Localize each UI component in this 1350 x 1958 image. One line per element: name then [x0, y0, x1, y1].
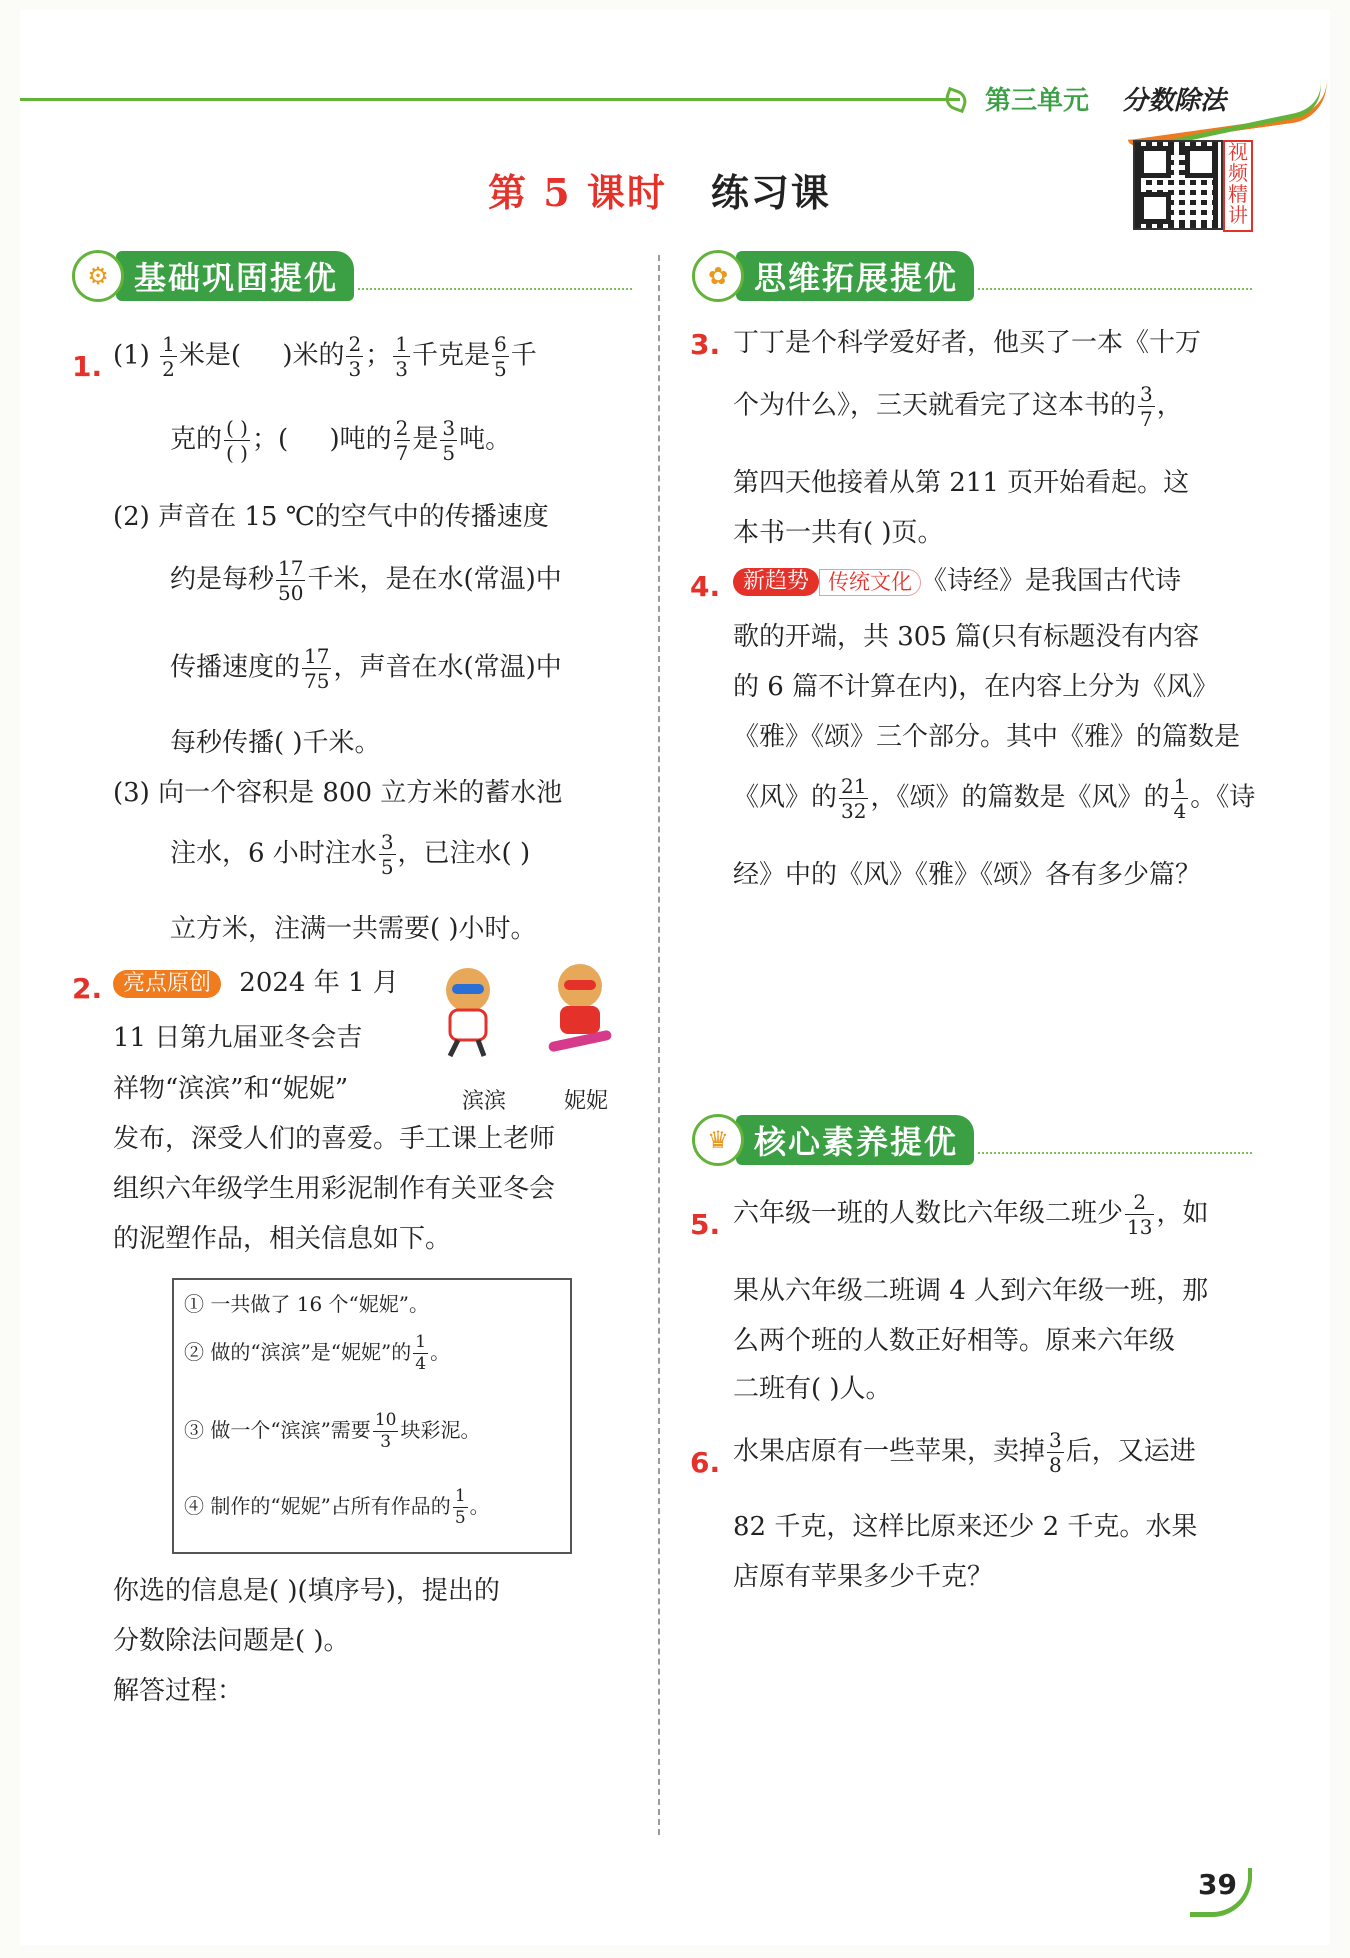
info-item-3 — [184, 1412, 480, 1451]
q2-line1 — [113, 970, 399, 998]
video-label: 视频精讲 — [1223, 140, 1253, 232]
question-number: 3. — [690, 328, 721, 361]
mascot-nini-image — [540, 958, 620, 1054]
denominator: 8 — [1049, 1453, 1062, 1477]
q2-line6: 的泥塑作品，相关信息如下。 — [113, 1224, 452, 1254]
section-basic — [72, 252, 632, 300]
denominator: 3 — [348, 357, 362, 381]
q4-line6: 经》中的《风》《雅》《颂》各有多少篇？ — [733, 860, 1202, 890]
numerator: 3 — [442, 416, 456, 440]
numerator: ( ) — [226, 416, 248, 440]
fraction — [492, 334, 509, 379]
numerator: 2 — [1125, 1192, 1154, 1215]
q5-line1 — [733, 1192, 1208, 1237]
numerator: 6 — [493, 332, 507, 356]
denominator: 5 — [454, 1508, 466, 1528]
q4-line5 — [733, 776, 1255, 821]
denominator: 3 — [380, 1432, 392, 1452]
trend-badge: 新趋势 — [733, 568, 819, 596]
text: ，《颂》的篇数是《风》的 — [870, 782, 1170, 813]
q1-part2-line2 — [170, 558, 562, 603]
numerator: 1 — [454, 1486, 466, 1506]
gear-icon: ⚙ — [72, 250, 124, 302]
numerator: 17 — [278, 556, 304, 580]
topic-label: 分数除法 — [1122, 86, 1227, 116]
text: 个为什么》，三天就看完了这本书的 — [733, 390, 1137, 421]
column-divider — [658, 255, 660, 1835]
q1-part2-line4: 每秒传播( )千米。 — [170, 728, 381, 758]
numerator: 3 — [380, 830, 394, 854]
text: 。 — [430, 1340, 451, 1364]
text: )米的 — [282, 340, 345, 371]
q2-line5: 组织六年级学生用彩泥制作有关亚冬会 — [113, 1174, 556, 1204]
text: 块彩泥。 — [400, 1418, 481, 1442]
fraction — [453, 1488, 468, 1527]
info-item-4 — [184, 1488, 490, 1527]
question-number: 4. — [690, 570, 721, 603]
q2-line3: 祥物“滨滨”和“妮妮” — [113, 1074, 349, 1104]
fraction — [394, 418, 411, 463]
unit-label: 第三单元 — [985, 86, 1090, 116]
denominator: 3 — [395, 357, 408, 381]
q4-line1 — [733, 568, 1181, 596]
section-title: 思维拓展提优 — [736, 251, 974, 301]
denominator: 4 — [415, 1354, 427, 1374]
question-number: 1. — [72, 350, 103, 383]
question-number: 2. — [72, 972, 103, 1005]
fraction — [276, 558, 305, 603]
q2-answer-line3: 解答过程： — [113, 1676, 244, 1706]
part-label: (1) — [113, 340, 150, 371]
trophy-icon: ♛ — [692, 1114, 744, 1166]
q2-answer-line1: 你选的信息是( )(填序号)，提出的 — [113, 1576, 500, 1606]
question-number: 5. — [690, 1208, 721, 1241]
text: 千米，是在水(常温)中 — [307, 564, 562, 595]
text: 千克是 — [411, 340, 490, 371]
page-number: 39 — [1198, 1868, 1237, 1901]
denominator: 13 — [1127, 1215, 1153, 1239]
dotted-rule — [978, 288, 1252, 290]
denominator: 7 — [395, 441, 409, 465]
text: 注水，6 小时注水 — [170, 838, 377, 869]
text: 米是( — [178, 340, 241, 371]
fraction — [440, 418, 457, 463]
text: ，如 — [1156, 1198, 1209, 1229]
section-title: 基础巩固提优 — [116, 251, 354, 301]
denominator: 2 — [162, 357, 175, 381]
text: ；( — [251, 424, 289, 455]
denominator: ( ) — [226, 441, 248, 465]
q3-line2 — [733, 384, 1183, 429]
text: 。 — [469, 1494, 490, 1518]
q4-line2: 歌的开端，共 305 篇(只有标题没有内容 — [733, 622, 1200, 652]
lesson-number: 第 5 课时 — [488, 170, 667, 215]
numerator: 1 — [162, 332, 175, 356]
text: ， — [1156, 390, 1183, 421]
numerator: 3 — [1140, 382, 1153, 406]
q1-part3-line1: (3) 向一个容积是 800 立方米的蓄水池 — [113, 778, 563, 808]
denominator: 50 — [278, 581, 304, 605]
header-rule — [20, 98, 960, 101]
numerator: 3 — [1049, 1428, 1062, 1452]
text: 约是每秒 — [170, 564, 275, 595]
q6-line1 — [733, 1430, 1196, 1475]
section-title: 核心素养提优 — [736, 1115, 974, 1165]
denominator: 7 — [1140, 407, 1153, 431]
q4-line4: 《雅》《颂》三个部分。其中《雅》的篇数是 — [733, 722, 1241, 752]
lesson-name: 练习课 — [710, 170, 831, 215]
qr-finder — [1185, 146, 1217, 178]
q6-line2: 82 千克，这样比原来还少 2 千克。水果 — [733, 1512, 1198, 1542]
fraction — [1171, 776, 1188, 821]
text: ； — [365, 340, 392, 371]
qr-code-icon[interactable] — [1133, 140, 1223, 230]
fraction — [379, 832, 396, 877]
original-badge: 亮点原创 — [113, 970, 221, 998]
text: 是 — [412, 424, 439, 455]
numerator: 1 — [1173, 774, 1187, 798]
q4-line3: 的 6 篇不计算在内)，在内容上分为《风》 — [733, 672, 1219, 702]
text: 水果店原有一些苹果，卖掉 — [733, 1436, 1046, 1467]
text: 《诗经》是我国古代诗 — [921, 566, 1182, 596]
text: )吨的 — [329, 424, 392, 455]
fraction — [1047, 1430, 1064, 1475]
dotted-rule — [358, 288, 632, 290]
page-title — [488, 162, 831, 217]
text: 2024 年 1 月 — [239, 968, 399, 998]
q1-part1-line1 — [113, 334, 537, 379]
section-thinking — [692, 252, 1252, 300]
fraction — [160, 334, 177, 379]
q5-line2: 果从六年级二班调 4 人到六年级一班，那 — [733, 1276, 1209, 1306]
q3-line3: 第四天他接着从第 211 页开始看起。这 — [733, 468, 1190, 498]
q1-part2-line3 — [170, 646, 562, 691]
mascot-binbin-label: 滨滨 — [462, 1089, 507, 1114]
numerator: 10 — [374, 1410, 397, 1430]
text: 六年级一班的人数比六年级二班少 — [733, 1198, 1124, 1229]
info-item-1: ① 一共做了 16 个“妮妮”。 — [184, 1292, 429, 1316]
info-item-2 — [184, 1334, 450, 1373]
text: 克的 — [170, 424, 223, 455]
fraction — [393, 334, 410, 379]
text: 吨。 — [459, 424, 512, 455]
q2-line4: 发布，深受人们的喜爱。手工课上老师 — [113, 1124, 556, 1154]
numerator: 2 — [395, 416, 409, 440]
text: 千 — [510, 340, 537, 371]
fraction — [346, 334, 363, 379]
text: ② 做的“滨滨”是“妮妮”的 — [184, 1340, 412, 1364]
numerator: 17 — [304, 644, 330, 668]
blank-fraction[interactable] — [224, 418, 250, 463]
section-core — [692, 1116, 1252, 1164]
fraction — [413, 1334, 428, 1373]
denominator: 5 — [442, 441, 456, 465]
text: ④ 制作的“妮妮”占所有作品的 — [184, 1494, 451, 1518]
numerator: 2 — [348, 332, 362, 356]
q1-part1-line2 — [170, 418, 511, 463]
numerator: 21 — [841, 774, 867, 798]
text: 。《诗 — [1190, 782, 1256, 813]
fraction — [302, 646, 331, 691]
q1-part3-line3: 立方米，注满一共需要( )小时。 — [170, 914, 537, 944]
text: 《风》的 — [733, 782, 838, 813]
denominator: 32 — [841, 799, 867, 823]
q3-line1: 丁丁是个科学爱好者，他买了一本《十万 — [733, 328, 1202, 358]
text: ③ 做一个“滨滨”需要 — [184, 1418, 371, 1442]
q1-part3-line2 — [170, 832, 530, 877]
sprout-icon: ✿ — [692, 250, 744, 302]
denominator: 4 — [1173, 799, 1187, 823]
qr-finder — [1139, 192, 1171, 224]
qr-finder — [1139, 146, 1171, 178]
q2-line2: 11 日第九届亚冬会吉 — [113, 1023, 363, 1053]
text: ，已注水( ) — [397, 838, 531, 869]
text: 传播速度的 — [170, 652, 301, 683]
fraction — [1138, 384, 1155, 429]
fraction — [1125, 1192, 1154, 1237]
question-number: 6. — [690, 1446, 721, 1479]
q5-line3: 么两个班的人数正好相等。原来六年级 — [733, 1326, 1176, 1356]
denominator: 75 — [304, 669, 330, 693]
numerator: 1 — [395, 332, 408, 356]
q3-line4: 本书一共有( )页。 — [733, 518, 944, 548]
culture-tag: 传统文化 — [819, 569, 921, 596]
q5-line4: 二班有( )人。 — [733, 1374, 892, 1404]
q6-line3: 店原有苹果多少千克？ — [733, 1562, 994, 1592]
denominator: 5 — [380, 855, 394, 879]
q2-answer-line2: 分数除法问题是( )。 — [113, 1626, 350, 1656]
dotted-rule — [978, 1152, 1252, 1154]
numerator: 1 — [415, 1332, 427, 1352]
text: ，声音在水(常温)中 — [333, 652, 562, 683]
mascot-nini-label: 妮妮 — [564, 1089, 609, 1114]
text: 后，又运进 — [1065, 1436, 1196, 1467]
fraction — [373, 1412, 399, 1451]
mascot-binbin-image — [428, 962, 508, 1058]
q1-part2-line1: (2) 声音在 15 ℃的空气中的传播速度 — [113, 502, 549, 532]
fraction — [839, 776, 868, 821]
denominator: 5 — [493, 357, 507, 381]
